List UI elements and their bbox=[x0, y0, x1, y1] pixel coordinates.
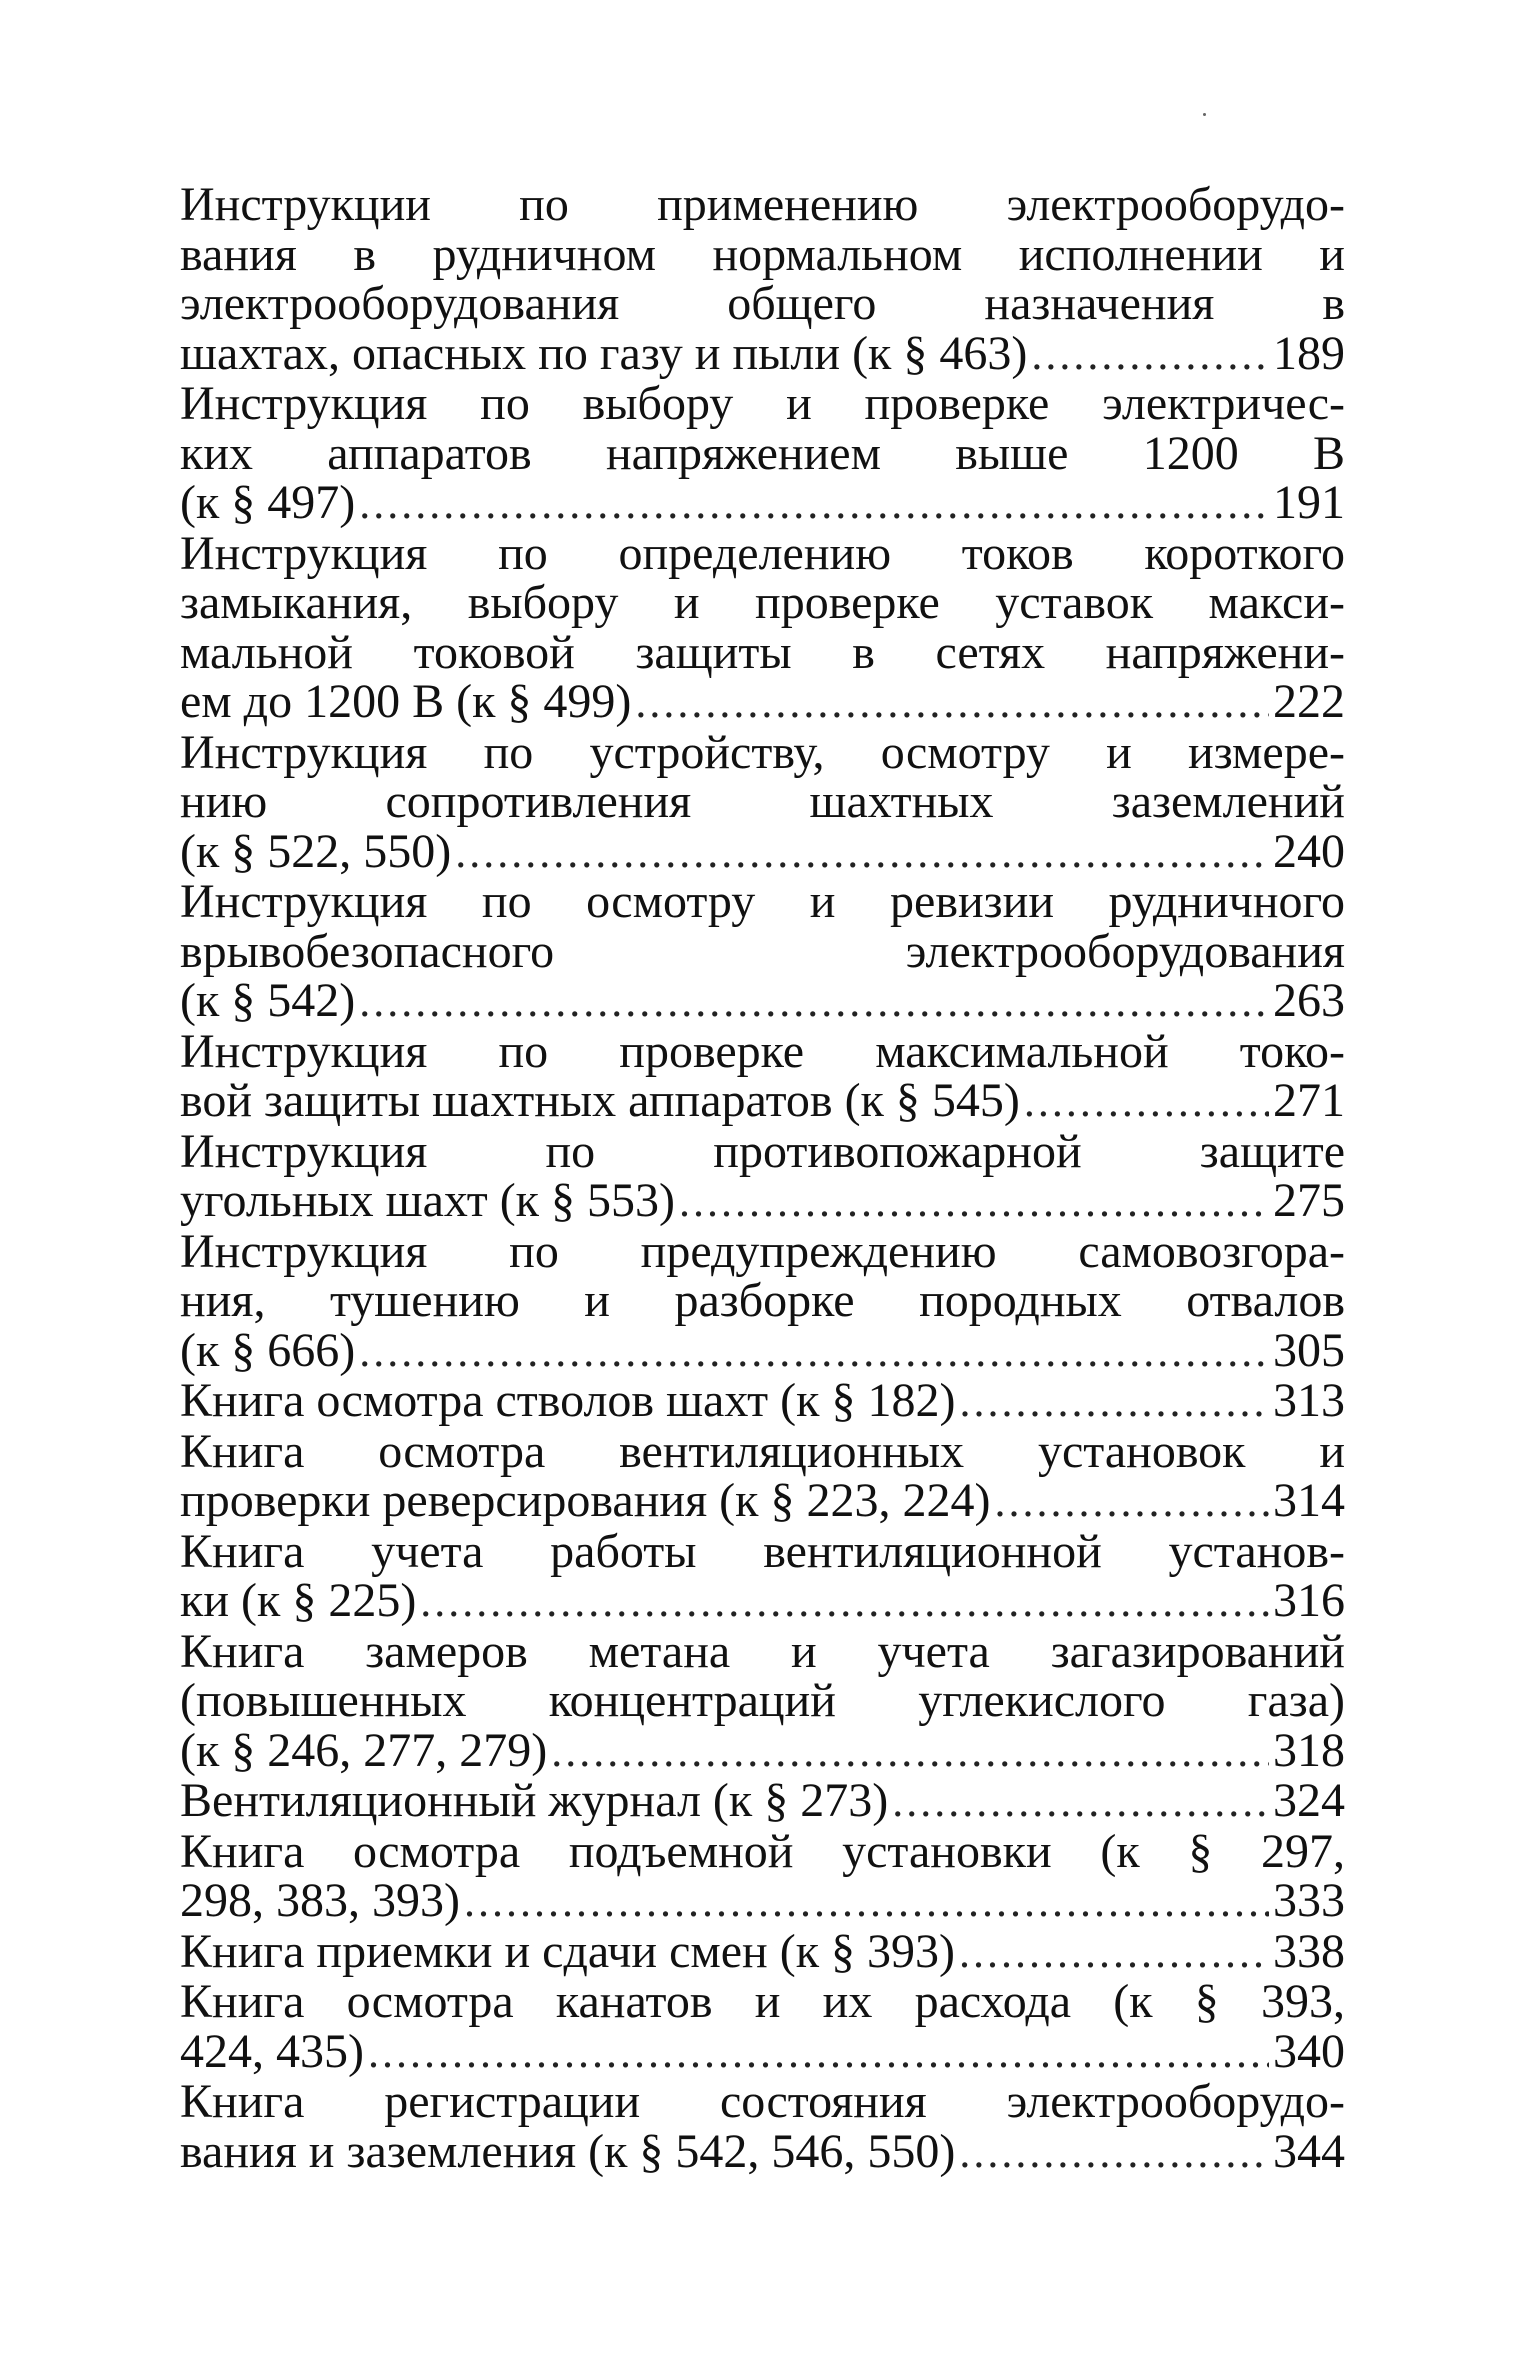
toc-entry-last-line bbox=[180, 2124, 1345, 2178]
toc-entry-line: электрооборудования общего назначения в bbox=[180, 277, 1345, 330]
toc-entry-line: Книга осмотра вентиляционных установок и bbox=[180, 1424, 1345, 1478]
toc-entry-last-line bbox=[180, 1924, 1345, 1978]
toc-entry[interactable] bbox=[180, 725, 1345, 878]
toc-entry-line: Инструкция по выбору и проверке электричес- bbox=[180, 377, 1345, 430]
toc-entry-line: Книга регистрации состояния электрооборудо- bbox=[180, 2075, 1345, 2128]
dot-leader bbox=[359, 479, 1269, 529]
toc-page bbox=[180, 180, 1345, 2177]
toc-entry-last-line bbox=[180, 1776, 1345, 1827]
toc-entry-last-line bbox=[180, 1323, 1345, 1377]
page-number[interactable]: 338 bbox=[1273, 1924, 1345, 1978]
toc-entry-line: Книга осмотра канатов и их расхода (к § 393, bbox=[180, 1975, 1345, 2028]
toc-entry-last-line bbox=[180, 824, 1345, 878]
dot-leader bbox=[359, 1327, 1269, 1377]
toc-entry-line: Книга учета работы вентиляционной установ- bbox=[180, 1524, 1345, 1578]
dot-leader bbox=[359, 977, 1269, 1027]
toc-entry-line: врывобезопасного электрооборудования bbox=[180, 924, 1345, 978]
dot-leader bbox=[551, 1727, 1269, 1777]
toc-entry-text: (к § 497) bbox=[180, 476, 356, 529]
page-number[interactable]: 222 bbox=[1273, 675, 1345, 728]
toc-entry-text: (к § 246, 277, 279) bbox=[180, 1723, 548, 1777]
page-number[interactable]: 275 bbox=[1273, 1174, 1345, 1227]
toc-entry-last-line bbox=[180, 976, 1345, 1027]
toc-entry-line: Инструкция по осмотру и ревизии рудничного bbox=[180, 875, 1345, 928]
toc-entry-line: мальной токовой защиты в сетях напряжени- bbox=[180, 625, 1345, 679]
page-number[interactable]: 305 bbox=[1273, 1323, 1345, 1377]
toc-entry-last-line bbox=[180, 1723, 1345, 1777]
toc-entry[interactable] bbox=[180, 379, 1345, 529]
toc-entry-text: шахтах, опасных по газу и пыли (к § 463) bbox=[180, 326, 1028, 380]
page-number[interactable]: 263 bbox=[1273, 974, 1345, 1027]
toc-entry-line: нию сопротивления шахтных заземлений bbox=[180, 775, 1345, 828]
toc-entry-line: ких аппаратов напряжением выше 1200 В bbox=[180, 426, 1345, 480]
toc-entry[interactable] bbox=[180, 1624, 1345, 1777]
toc-entry[interactable] bbox=[180, 1024, 1345, 1127]
scan-speck bbox=[1203, 113, 1206, 116]
toc-entry-text: Вентиляционный журнал (к § 273) bbox=[180, 1774, 889, 1827]
dot-leader bbox=[959, 1377, 1269, 1427]
toc-entry[interactable] bbox=[180, 526, 1345, 728]
toc-entry-text: 424, 435) bbox=[180, 2024, 364, 2078]
dot-leader bbox=[959, 1928, 1269, 1978]
toc-entry-text: 298, 383, 393) bbox=[180, 1874, 460, 1927]
toc-entry-line: Книга осмотра подъемной установки (к § 297, bbox=[180, 1824, 1345, 1878]
page-number[interactable]: 189 bbox=[1273, 326, 1345, 380]
dot-leader bbox=[892, 1777, 1269, 1827]
toc-entry[interactable] bbox=[180, 1924, 1345, 1978]
toc-entry-text: угольных шахт (к § 553) bbox=[180, 1174, 675, 1227]
toc-entry-text: ки (к § 225) bbox=[180, 1574, 417, 1627]
page-number[interactable]: 240 bbox=[1273, 824, 1345, 878]
dot-leader bbox=[679, 1177, 1269, 1227]
dot-leader bbox=[1024, 1077, 1269, 1127]
toc-entry-line: Книга замеров метана и учета загазирований bbox=[180, 1624, 1345, 1678]
toc-entry-line: Инструкция по предупреждению самовозгора- bbox=[180, 1224, 1345, 1278]
page-number[interactable]: 316 bbox=[1273, 1574, 1345, 1627]
page-number[interactable]: 344 bbox=[1273, 2124, 1345, 2178]
toc-entry[interactable] bbox=[180, 180, 1345, 379]
page-number[interactable]: 271 bbox=[1273, 1074, 1345, 1127]
toc-entry-last-line bbox=[180, 1076, 1345, 1127]
toc-entry-last-line bbox=[180, 677, 1345, 728]
toc-entry-last-line bbox=[180, 326, 1345, 380]
toc-entry-last-line bbox=[180, 1376, 1345, 1427]
page-number[interactable]: 333 bbox=[1273, 1874, 1345, 1927]
toc-entry-line: Инструкция по устройству, осмотру и измере- bbox=[180, 725, 1345, 779]
toc-entry-text: Книга осмотра стволов шахт (к § 182) bbox=[180, 1374, 956, 1427]
toc-entry-line: ния, тушению и разборке породных отвалов bbox=[180, 1274, 1345, 1327]
toc-entry-line: Инструкция по определению токов короткого bbox=[180, 526, 1345, 580]
toc-entry[interactable] bbox=[180, 2077, 1345, 2177]
toc-entry-text: Книга приемки и сдачи смен (к § 393) bbox=[180, 1924, 956, 1978]
page-number[interactable]: 314 bbox=[1273, 1474, 1345, 1527]
toc-entry[interactable] bbox=[180, 1224, 1345, 1377]
toc-entry-last-line bbox=[180, 478, 1345, 529]
toc-entry[interactable] bbox=[180, 1376, 1345, 1427]
page-number[interactable]: 313 bbox=[1273, 1374, 1345, 1427]
toc-entry-line: (повышенных концентраций углекислого газа) bbox=[180, 1674, 1345, 1727]
toc-entry-last-line bbox=[180, 1876, 1345, 1927]
toc-entry-text: (к § 522, 550) bbox=[180, 824, 452, 878]
dot-leader bbox=[635, 678, 1269, 728]
toc-entry[interactable] bbox=[180, 1424, 1345, 1527]
dot-leader bbox=[368, 2028, 1269, 2078]
toc-entry-last-line bbox=[180, 1476, 1345, 1527]
dot-leader bbox=[994, 1477, 1269, 1527]
toc-entry-text: проверки реверсирования (к § 223, 224) bbox=[180, 1474, 991, 1527]
page-number[interactable]: 191 bbox=[1273, 476, 1345, 529]
toc-entry-text: вания и заземления (к § 542, 546, 550) bbox=[180, 2124, 956, 2178]
toc-entry-line: Инструкция по противопожарной защите bbox=[180, 1124, 1345, 1178]
toc-entry-last-line bbox=[180, 2024, 1345, 2078]
toc-entry[interactable] bbox=[180, 1524, 1345, 1627]
toc-entry-text: (к § 666) bbox=[180, 1323, 356, 1377]
toc-entry[interactable] bbox=[180, 1824, 1345, 1927]
toc-entry-text: ем до 1200 В (к § 499) bbox=[180, 675, 632, 728]
dot-leader bbox=[420, 1577, 1269, 1627]
toc-entry[interactable] bbox=[180, 877, 1345, 1027]
toc-entry[interactable] bbox=[180, 1776, 1345, 1827]
page-number[interactable]: 318 bbox=[1273, 1723, 1345, 1777]
toc-entry-last-line bbox=[180, 1176, 1345, 1227]
toc-entry-text: вой защиты шахтных аппаратов (к § 545) bbox=[180, 1074, 1020, 1127]
toc-entry[interactable] bbox=[180, 1124, 1345, 1227]
dot-leader bbox=[1031, 330, 1269, 380]
toc-entry-line: Инструкция по проверке максимальной токо- bbox=[180, 1024, 1345, 1078]
toc-entry-text: (к § 542) bbox=[180, 974, 356, 1027]
dot-leader bbox=[455, 828, 1269, 878]
page-number[interactable]: 340 bbox=[1273, 2024, 1345, 2078]
dot-leader bbox=[464, 1877, 1269, 1927]
toc-entry-line: Инструкции по применению электрооборудо- bbox=[180, 178, 1345, 231]
toc-entry-last-line bbox=[180, 1576, 1345, 1627]
toc-entry[interactable] bbox=[180, 1977, 1345, 2077]
toc-entry-line: замыкания, выбору и проверке уставок макси- bbox=[180, 576, 1345, 629]
page-number[interactable]: 324 bbox=[1273, 1774, 1345, 1827]
toc-entry-line: вания в рудничном нормальном исполнении и bbox=[180, 227, 1345, 281]
dot-leader bbox=[959, 2128, 1269, 2178]
